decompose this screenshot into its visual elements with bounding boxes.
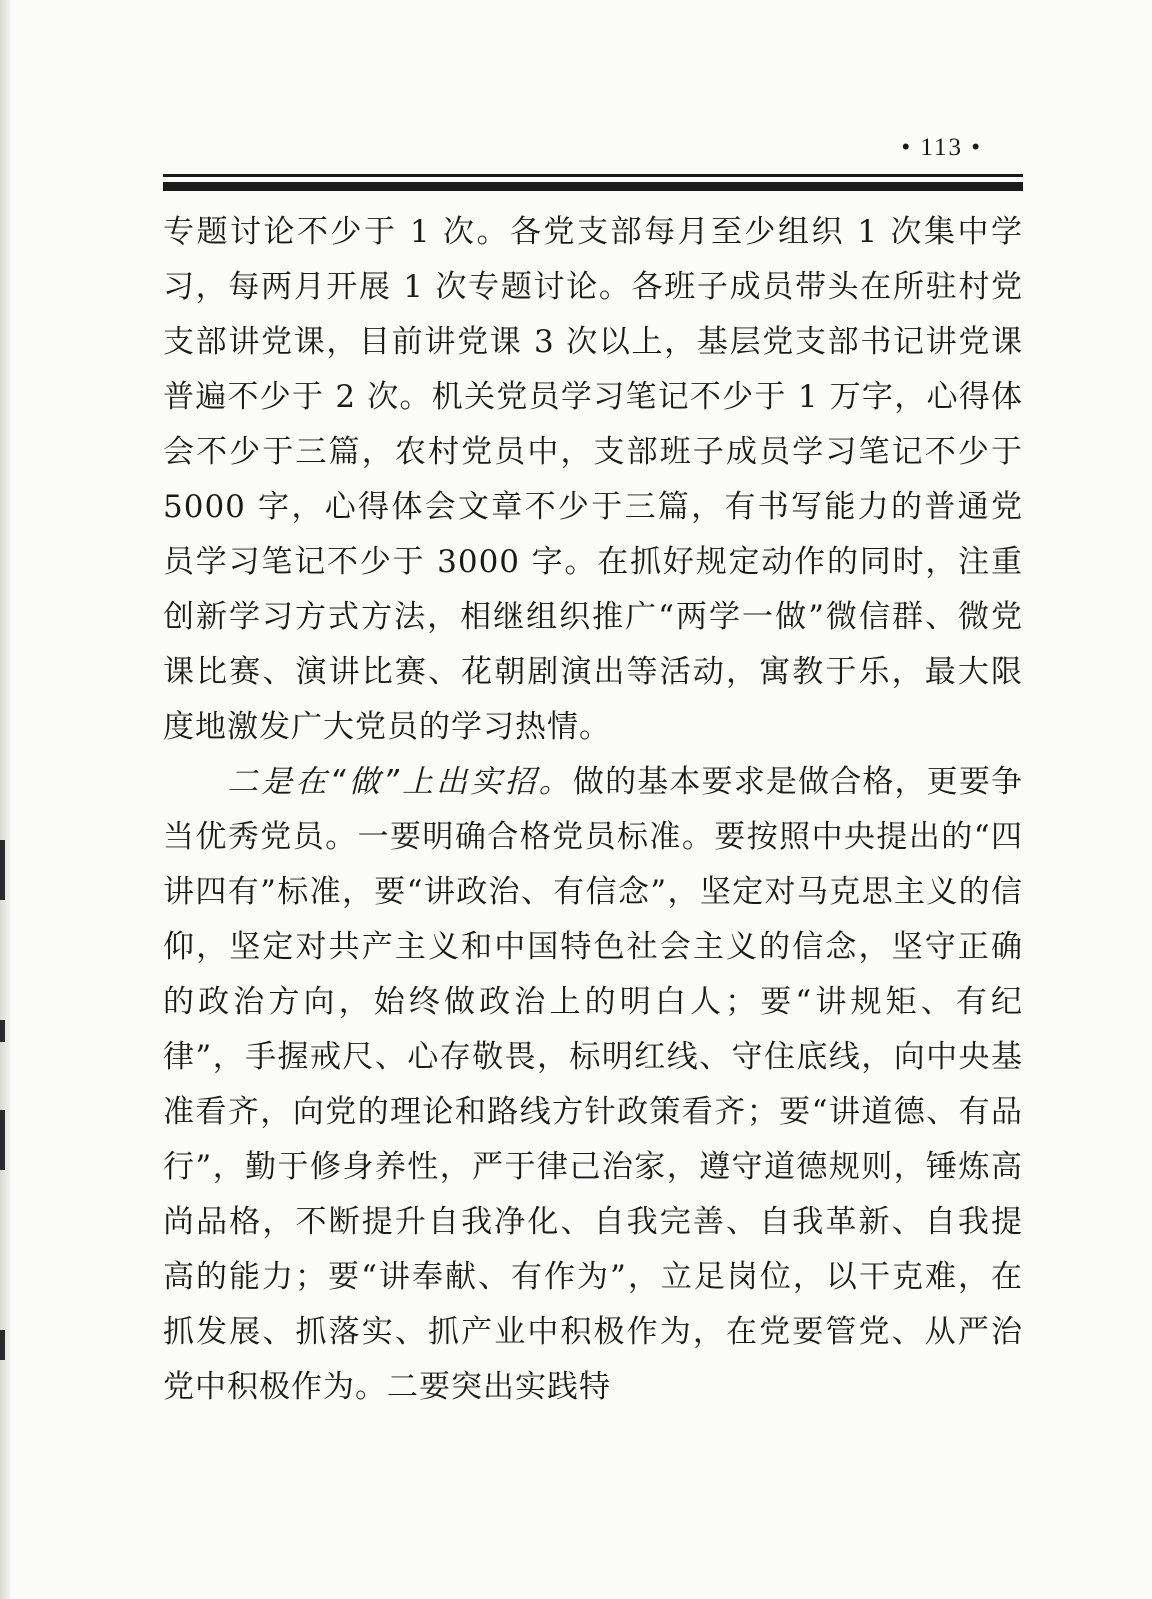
scan-mark xyxy=(0,840,5,900)
header-rule-thick xyxy=(163,182,1023,191)
scan-mark xyxy=(0,1330,5,1360)
paragraph-1: 专题讨论不少于 1 次。各党支部每月至少组织 1 次集中学习，每两月开展 1 次专题讨论。各班子成员带头在所驻村党支部讲党课，目前讲党课 3 次以上，基层党支部书记讲党课普遍不少于 2 次。机关党员学习笔记不少于 1 万字，心得体会不少于三篇，农村党员中，支部班子成员学习笔记不少于 5000 字，心得体会文章不少于三篇，有书写能力的普通党员学习笔记不少于 3000 字。在抓好规定动作的同时，注重创新学习方式方法，相继组织推广“两学一做”微信群、微党课比赛、演讲比赛、花朝剧演出等活动，寓教于乐，最大限度地激发广大党员的学习热情。 xyxy=(163,214,1023,745)
paragraph-2 xyxy=(163,755,1023,1415)
scan-mark xyxy=(0,1110,5,1170)
scan-mark xyxy=(0,1020,5,1042)
paragraph-2-body: 做的基本要求是做合格，更要争当优秀党员。一要明确合格党员标准。要按照中央提出的“四讲四有”标准，要“讲政治、有信念”，坚定对马克思主义的信仰，坚定对共产主义和中国特色社会主义的信念，坚守正确的政治方向，始终做政治上的明白人；要“讲规矩、有纪律”，手握戒尺、心存敬畏，标明红线、守住底线，向中央基准看齐，向党的理论和路线方针政策看齐；要“讲道德、有品行”，勤于修身养性，严于律己治家，遵守道德规则，锤炼高尚品格，不断提升自我净化、自我完善、自我革新、自我提高的能力；要“讲奉献、有作为”，立足岗位，以干克难，在抓发展、抓落实、抓产业中积极作为，在党要管党、从严治党中积极作为。二要突出实践特 xyxy=(163,764,1024,1405)
body-text xyxy=(163,205,1023,1415)
paragraph-2-lead: 二是在“做”上出实招。 xyxy=(227,764,573,800)
page-number: • 113 • xyxy=(901,134,982,161)
header-rule-thin xyxy=(163,174,1023,177)
